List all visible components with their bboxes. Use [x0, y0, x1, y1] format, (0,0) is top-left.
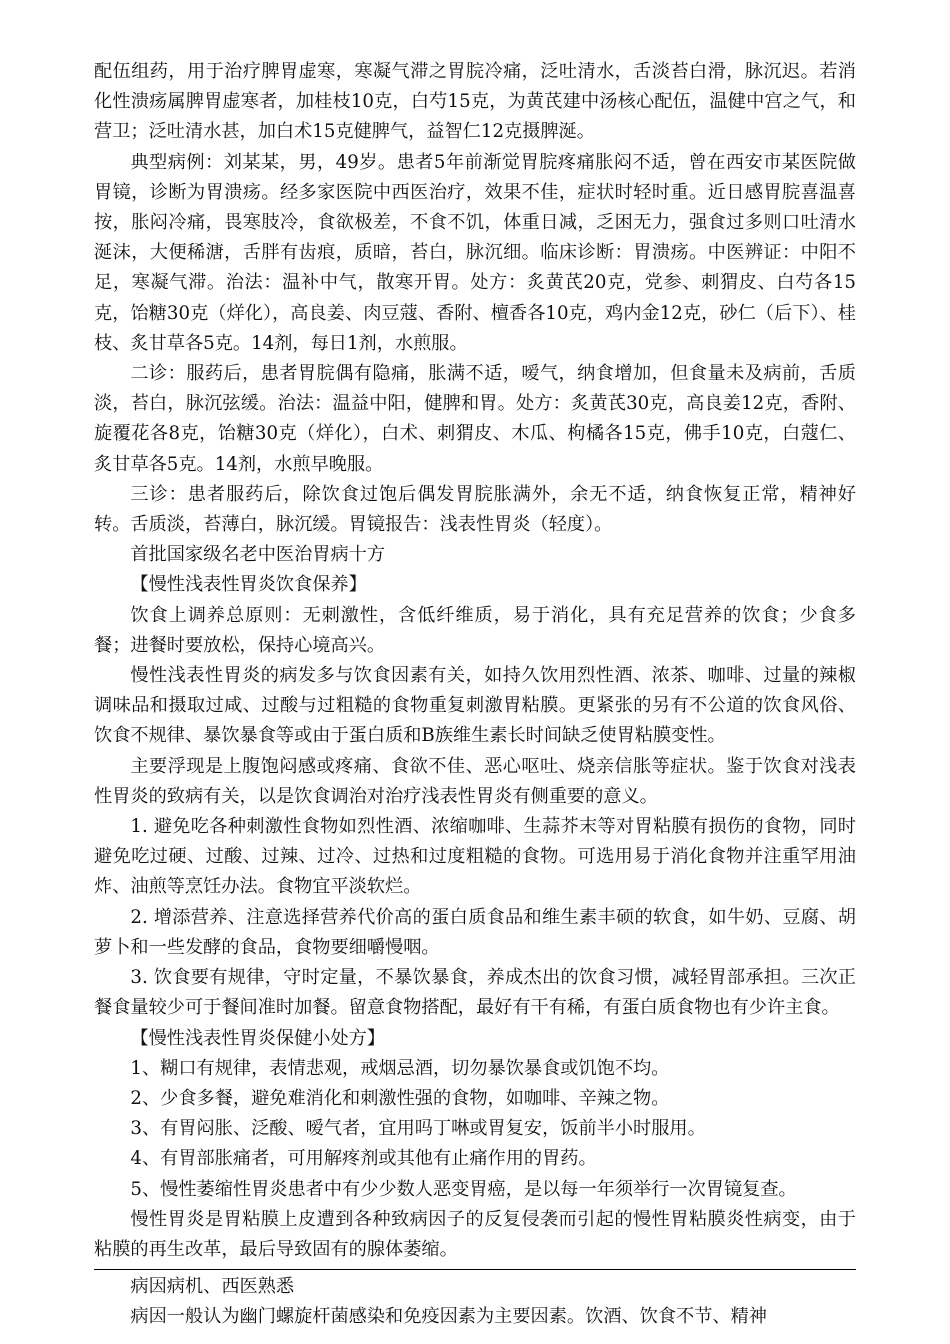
paragraph-third-visit: 三诊：患者服药后，除饮食过饱后偶发胃脘胀满外，余无不适，纳食恢复正常，精神好转。舌质淡，苔薄白，脉沉缓。胃镜报告：浅表性胃炎（轻度）。	[94, 483, 856, 536]
paragraph: 配伍组药，用于治疗脾胃虚寒，寒凝气滞之胃脘冷痛，泛吐清水，舌淡苔白滑，脉沉迟。若消化性溃疡属脾胃虚寒者，加桂枝10克，白芍15克，为黄芪建中汤核心配伍，温健中宫之气，和营卫；泛吐清水甚，加白术15克健脾气，益智仁12克摄脾涎。	[94, 61, 856, 143]
paragraph-case-study: 典型病例：刘某某，男，49岁。患者5年前渐觉胃脘疼痛胀闷不适，曾在西安市某医院做胃镜，诊断为胃溃疡。经多家医院中西医治疗，效果不佳，症状时轻时重。近日感胃脘喜温喜按，胀闷冷痛，畏寒肢冷，食欲极差，不食不饥，体重日减，乏困无力，强食过多则口吐清水涎沫，大便稀溏，舌胖有齿痕，质暗，苔白，脉沉细。临床诊断：胃溃疡。中医辨证：中阳不足，寒凝气滞。治法：温补中气，散寒开胃。处方：炙黄芪20克，党参、刺猬皮、白芍各15克，饴糖30克（烊化），高良姜、肉豆蔻、香附、檀香各10克，鸡内金12克，砂仁（后下）、桂枝、炙甘草各5克。14剂，每日1剂，水煎服。	[94, 151, 856, 354]
list-item: 1. 避免吃各种刺激性食物如烈性酒、浓缩咖啡、生蒜芥末等对胃粘膜有损伤的食物，同时避免吃过硬、过酸、过辣、过冷、过热和过度粗糙的食物。可选用易于消化食物并注重罕用油炸、油煎等烹饪办法。食物宜平淡软烂。	[94, 816, 856, 898]
list-item: 1、糊口有规律，表情悲观，戒烟忌酒，切勿暴饮暴食或饥饱不均。	[130, 1057, 670, 1079]
paragraph: 慢性浅表性胃炎的病发多与饮食因素有关，如持久饮用烈性酒、浓茶、咖啡、过量的辣椒调味品和摄取过咸、过酸与过粗糙的食物重复刺激胃粘膜。更紧张的另有不公道的饮食风俗、饮食不规律、暴饮暴食等或由于蛋白质和B族维生素长时间缺乏使胃粘膜变性。	[94, 665, 856, 747]
section-heading: 【慢性浅表性胃炎保健小处方】	[130, 1027, 386, 1049]
list-item: 5、慢性萎缩性胃炎患者中有少少数人恶变胃癌，是以每一年须举行一次胃镜复查。	[130, 1178, 797, 1200]
paragraph: 病因一般认为幽门螺旋杆菌感染和免疫因素为主要因素。饮酒、饮食不节、精神	[130, 1306, 767, 1328]
section-heading: 首批国家级名老中医治胃病十方	[130, 544, 386, 566]
paragraph: 慢性胃炎是胃粘膜上皮遭到各种致病因子的反复侵袭而引起的慢性胃粘膜炎性病变，由于粘膜的再生改革，最后导致固有的腺体萎缩。	[94, 1208, 856, 1260]
section-after-rule	[94, 1272, 856, 1332]
section-before-rule	[94, 57, 856, 1265]
list-item: 2、少食多餐，避免难消化和刺激性强的食物，如咖啡、辛辣之物。	[130, 1087, 670, 1109]
section-heading: 病因病机、西医熟悉	[130, 1276, 295, 1298]
paragraph-second-visit: 二诊：服药后，患者胃脘偶有隐痛，胀满不适，嗳气，纳食增加，但食量未及病前，舌质淡，苔白，脉沉弦缓。治法：温益中阳，健脾和胃。处方：炙黄芪30克，高良姜12克，香附、旋覆花各8克，饴糖30克（烊化），白术、刺猬皮、木瓜、枸橘各15克，佛手10克，白蔻仁、炙甘草各5克。14剂，水煎早晚服。	[94, 363, 856, 475]
paragraph: 主要浮现是上腹饱闷感或疼痛、食欲不佳、恶心呕吐、烧亲信胀等症状。鉴于饮食对浅表性胃炎的致病有关，以是饮食调治对治疗浅表性胃炎有侧重要的意义。	[94, 755, 856, 807]
horizontal-rule	[94, 1269, 856, 1270]
list-item: 3、有胃闷胀、泛酸、嗳气者，宜用吗丁啉或胃复安，饭前半小时服用。	[130, 1118, 706, 1140]
list-item: 4、有胃部胀痛者，可用解疼剂或其他有止痛作用的胃药。	[130, 1148, 597, 1170]
section-heading: 【慢性浅表性胃炎饮食保养】	[130, 574, 367, 596]
list-item: 3. 饮食要有规律，守时定量，不暴饮暴食，养成杰出的饮食习惯，减轻胃部承担。三次正餐食量较少可于餐间准时加餐。留意食物搭配，最好有干有稀，有蛋白质食物也有少许主食。	[94, 967, 856, 1019]
document-page	[94, 57, 856, 1333]
paragraph: 饮食上调养总原则：无刺激性，含低纤维质，易于消化，具有充足营养的饮食；少食多餐；进餐时要放松，保持心境高兴。	[94, 604, 856, 656]
list-item: 2. 增添营养、注意选择营养代价高的蛋白质食品和维生素丰硕的软食，如牛奶、豆腐、胡萝卜和一些发酵的食品，食物要细嚼慢咽。	[94, 906, 856, 958]
